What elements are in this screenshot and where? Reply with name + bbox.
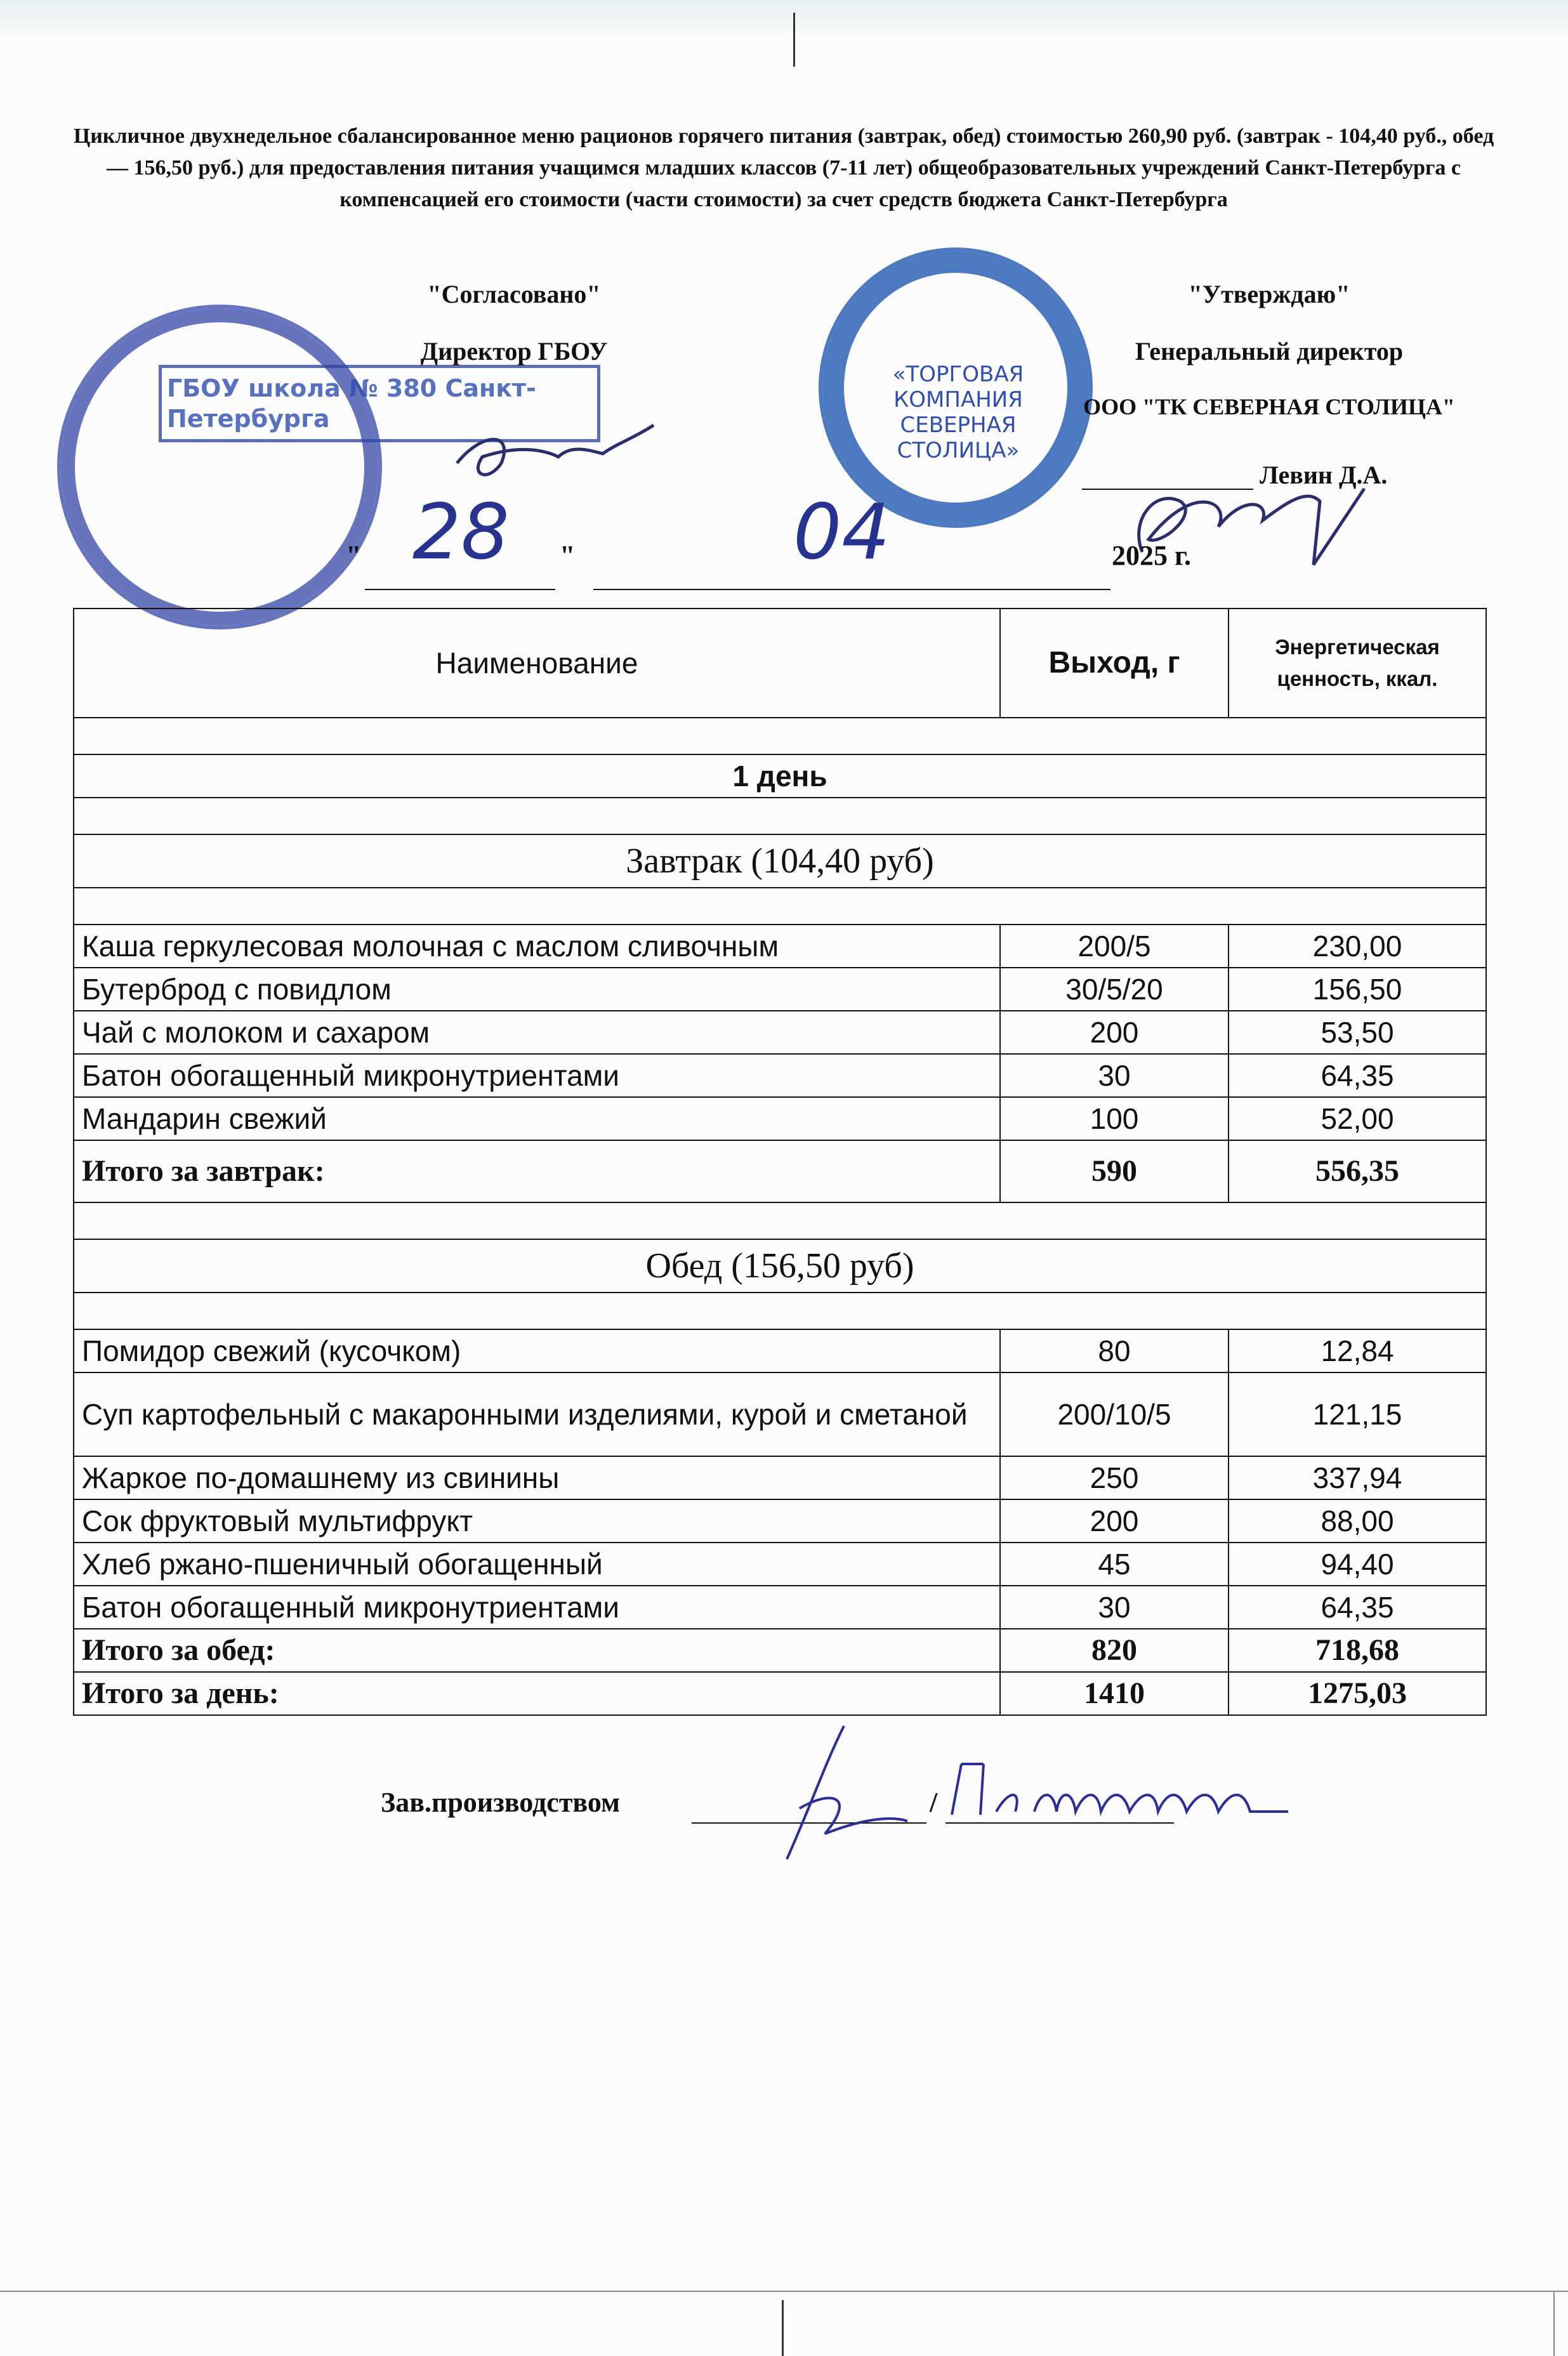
dish-output: 30 (1000, 1054, 1229, 1097)
dish-name: Батон обогащенный микронутриентами (74, 1054, 1000, 1097)
dish-output: 45 (1000, 1543, 1229, 1586)
school-box-stamp: ГБОУ школа № 380 Санкт-Петербурга (159, 365, 600, 442)
fold-mark-bottom (782, 2300, 784, 2356)
table-row (74, 1499, 1486, 1543)
dish-output: 250 (1000, 1456, 1229, 1499)
header-output: Выход, г (1000, 609, 1229, 718)
dish-name: Суп картофельный с макаронными изделиями, курой и сметаной (74, 1372, 1000, 1456)
dish-output: 80 (1000, 1329, 1229, 1372)
dish-energy: 230,00 (1229, 925, 1486, 968)
breakfast-title: Завтрак (104,40 руб) (74, 834, 1486, 888)
day-title: 1 день (74, 754, 1486, 798)
table-row (74, 1543, 1486, 1586)
agreed-block (368, 279, 660, 393)
spacer-row (74, 1202, 1486, 1239)
agreed-label: "Согласовано" (427, 280, 601, 308)
table-row (74, 1456, 1486, 1499)
footer-separator: / (930, 1787, 938, 1818)
total-energy: 1275,03 (1229, 1672, 1486, 1715)
agreed-position: Директор ГБОУ (420, 337, 608, 365)
approved-block (1079, 279, 1459, 451)
dish-energy: 64,35 (1229, 1054, 1486, 1097)
spacer-row (74, 718, 1486, 754)
table-header-row (74, 609, 1486, 718)
dish-output: 200 (1000, 1499, 1229, 1543)
dish-name: Чай с молоком и сахаром (74, 1011, 1000, 1054)
dish-output: 30/5/20 (1000, 968, 1229, 1011)
table-row (74, 1329, 1486, 1372)
scan-border-bottom (0, 2291, 1568, 2292)
company-seal-text: «ТОРГОВАЯ КОМПАНИЯ СЕВЕРНАЯ СТОЛИЦА» (892, 362, 1024, 463)
dish-name: Жаркое по-домашнему из свинины (74, 1456, 1000, 1499)
menu-table (73, 608, 1487, 1716)
table-row (74, 1011, 1486, 1054)
manager-name-handwritten (945, 1751, 1301, 1834)
dish-energy: 64,35 (1229, 1586, 1486, 1629)
header-energy: Энергетическая ценность, ккал. (1229, 609, 1486, 718)
total-output: 820 (1000, 1629, 1229, 1672)
approved-position: Генеральный директор (1135, 337, 1404, 365)
dish-name: Хлеб ржано-пшеничный обогащенный (74, 1543, 1000, 1586)
day-total-row (74, 1672, 1486, 1715)
school-round-seal (57, 305, 382, 629)
dish-name: Бутерброд с повидлом (74, 968, 1000, 1011)
dish-energy: 88,00 (1229, 1499, 1486, 1543)
dish-energy: 156,50 (1229, 968, 1486, 1011)
table-row (74, 1054, 1486, 1097)
dish-energy: 52,00 (1229, 1097, 1486, 1140)
dish-energy: 337,94 (1229, 1456, 1486, 1499)
dish-output: 200 (1000, 1011, 1229, 1054)
table-row (74, 925, 1486, 968)
scan-edge (0, 0, 1568, 38)
table-row (74, 1097, 1486, 1140)
lunch-total-row (74, 1629, 1486, 1672)
dish-name: Сок фруктовый мультифрукт (74, 1499, 1000, 1543)
date-day-handwritten: 28 (412, 489, 510, 577)
dish-name: Помидор свежий (кусочком) (74, 1329, 1000, 1372)
dish-output: 30 (1000, 1586, 1229, 1629)
date-close-quote: " (560, 540, 576, 571)
spacer-row (74, 798, 1486, 834)
dish-name: Мандарин свежий (74, 1097, 1000, 1140)
total-energy: 556,35 (1229, 1140, 1486, 1202)
header-name: Наименование (74, 609, 1000, 718)
dish-energy: 53,50 (1229, 1011, 1486, 1054)
date-month-handwritten: 04 (793, 489, 890, 577)
spacer-row (74, 1293, 1486, 1329)
dish-energy: 12,84 (1229, 1329, 1486, 1372)
total-energy: 718,68 (1229, 1629, 1486, 1672)
date-day-line (365, 589, 555, 590)
dish-name: Батон обогащенный микронутриентами (74, 1586, 1000, 1629)
date-month-line (593, 589, 1110, 590)
document-title: Цикличное двухнедельное сбалансированное меню рационов горячего питания (завтрак, обед) стоимостью 260,90 руб. (завтрак - 104,40 руб., обед — 156,50 руб.) для предоставления питания учащимся младших классов (7-11 лет) общеобразовательных учреждений Санкт-Петербурга с компенсацией его стоимости (части стоимости) за счет средств бюджета Санкт-Петербурга (73, 124, 1494, 211)
production-manager-label: Зав.производством (381, 1787, 621, 1818)
fold-mark-top (793, 13, 795, 67)
approved-label: "Утверждаю" (1188, 280, 1350, 308)
spacer-row (74, 888, 1486, 925)
date-open-quote: " (346, 540, 362, 571)
manager-signature (749, 1713, 939, 1878)
date-year: 2025 г. (1112, 540, 1192, 571)
lunch-title: Обед (156,50 руб) (74, 1239, 1486, 1293)
scan-border-right (1553, 2291, 1555, 2356)
table-row (74, 1586, 1486, 1629)
total-output: 1410 (1000, 1672, 1229, 1715)
approved-name: Левин Д.А. (1260, 461, 1388, 489)
dish-output: 200/10/5 (1000, 1372, 1229, 1456)
total-output: 590 (1000, 1140, 1229, 1202)
dish-output: 100 (1000, 1097, 1229, 1140)
dish-energy: 94,40 (1229, 1543, 1486, 1586)
director-signature (444, 406, 673, 495)
total-label: Итого за обед: (74, 1629, 1000, 1672)
total-label: Итого за день: (74, 1672, 1000, 1715)
table-row (74, 1372, 1486, 1456)
approved-company: ООО "ТК СЕВЕРНАЯ СТОЛИЦА" (1083, 394, 1455, 419)
dish-output: 200/5 (1000, 925, 1229, 968)
breakfast-total-row (74, 1140, 1486, 1202)
dish-name: Каша геркулесовая молочная с маслом сливочным (74, 925, 1000, 968)
table-row (74, 968, 1486, 1011)
total-label: Итого за завтрак: (74, 1140, 1000, 1202)
dish-energy: 121,15 (1229, 1372, 1486, 1456)
